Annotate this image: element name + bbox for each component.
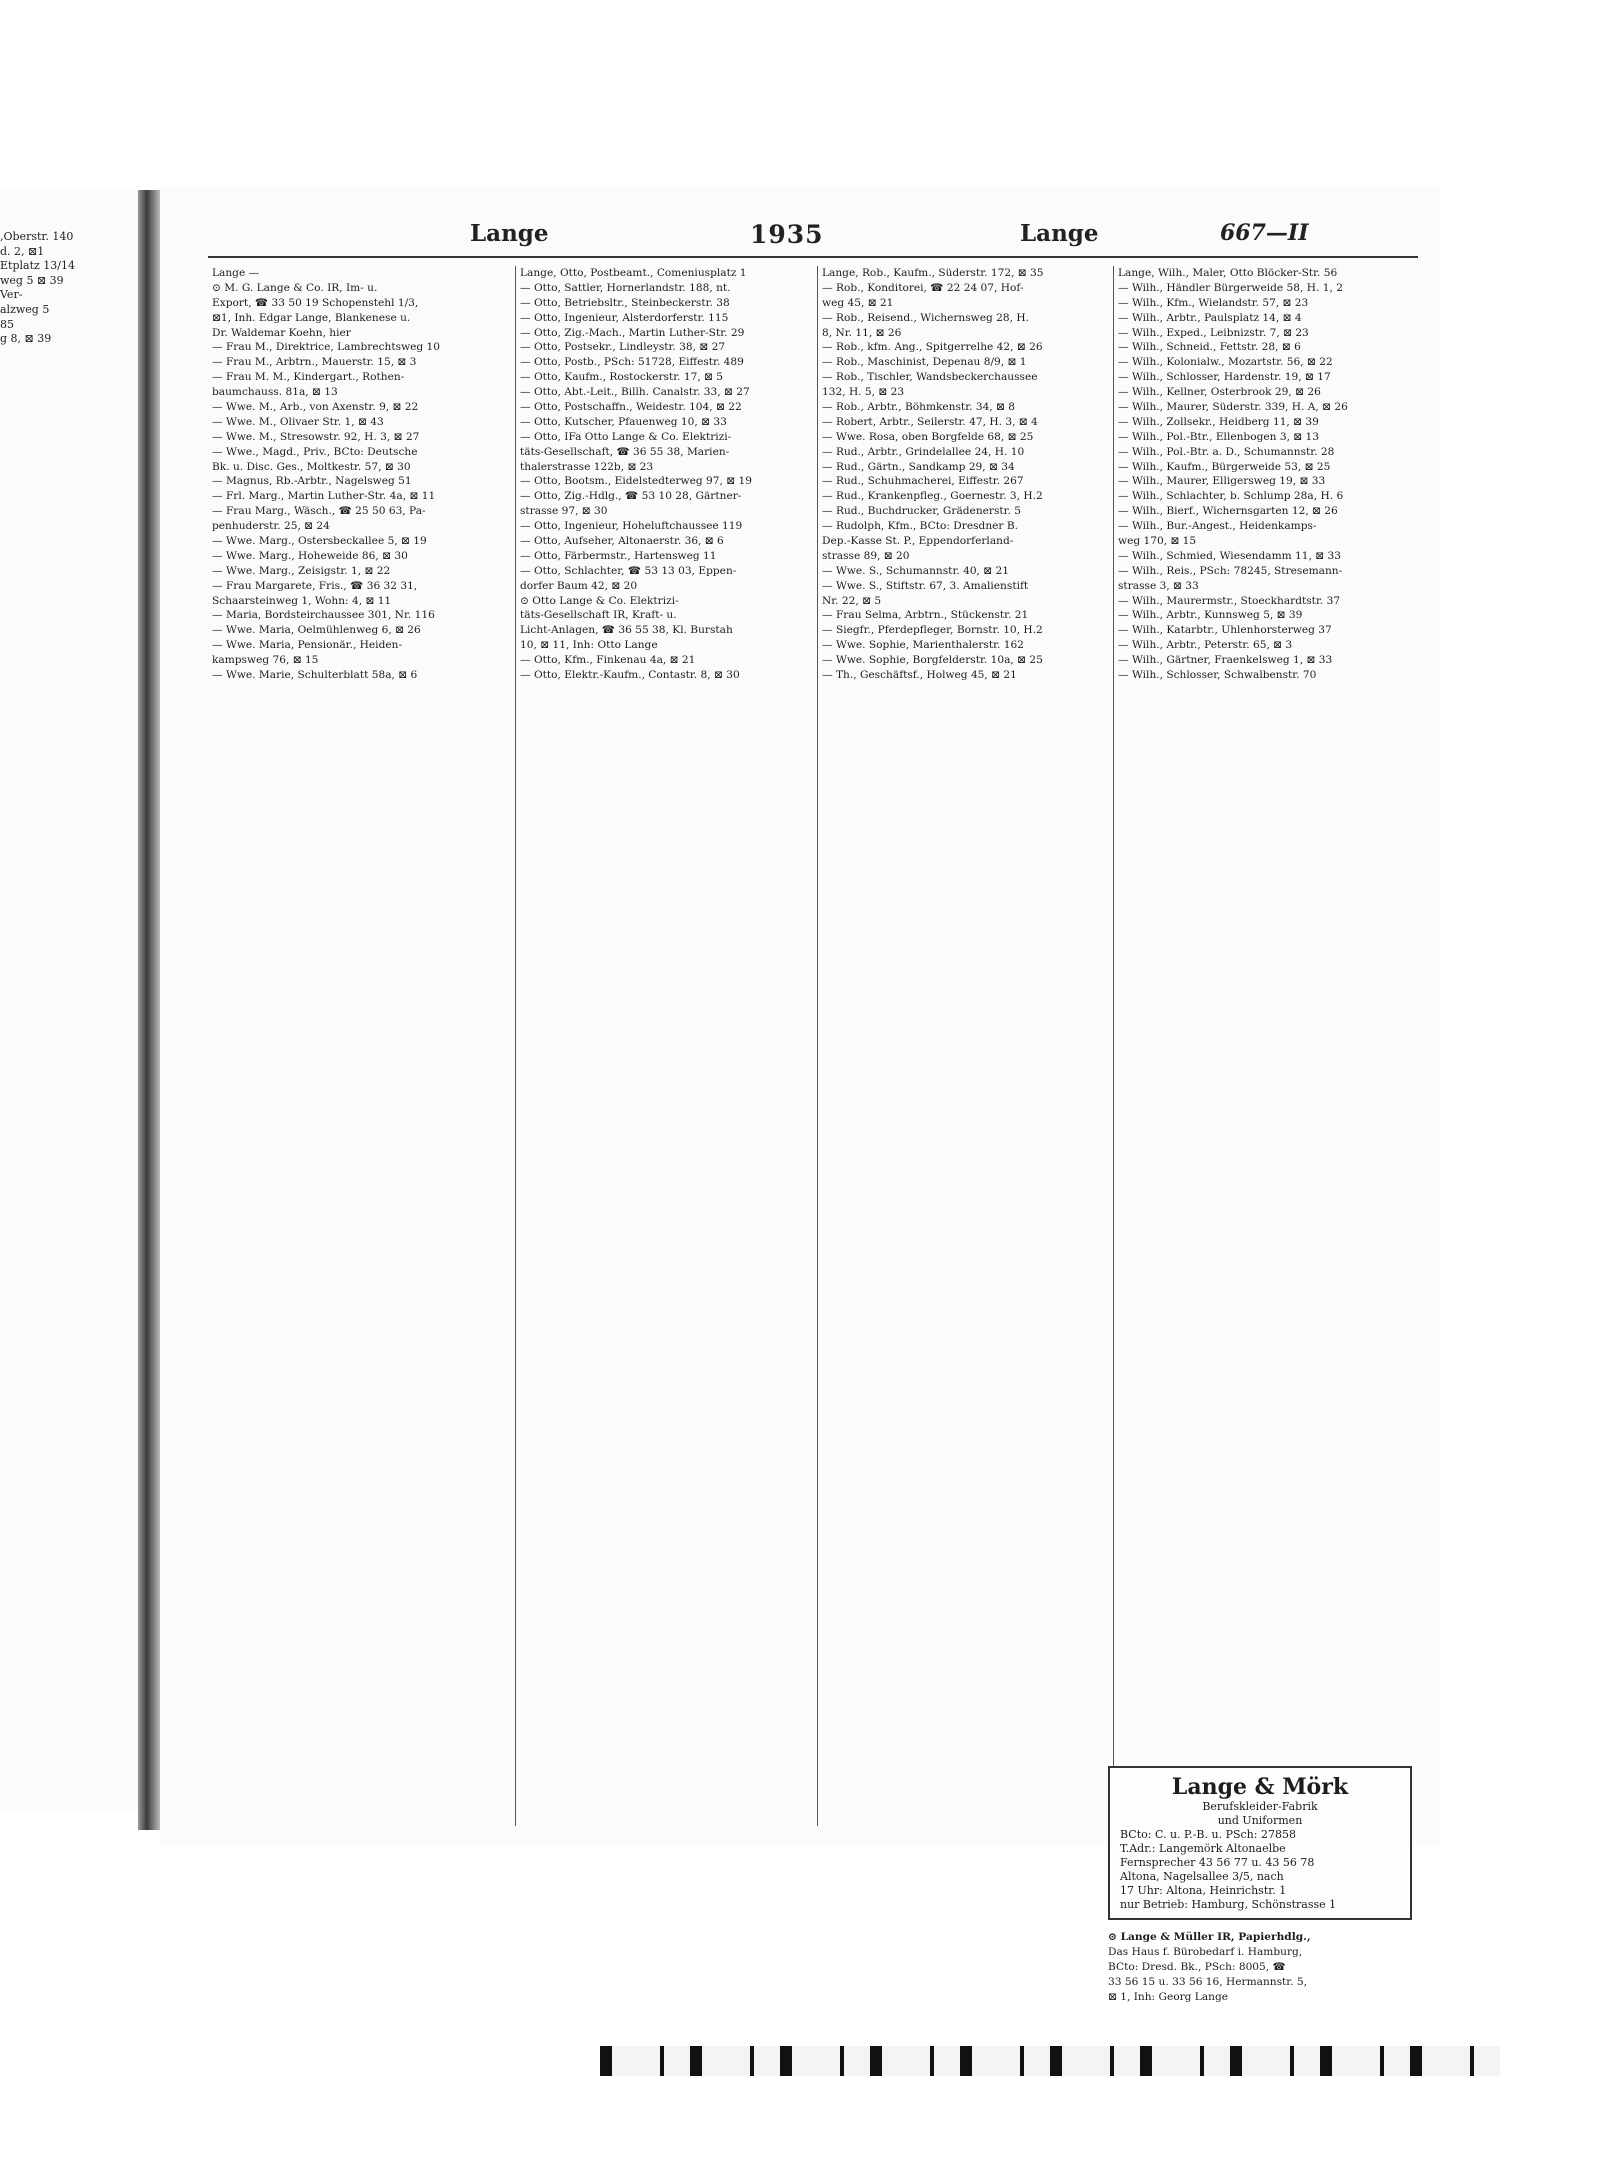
- book-gutter: [138, 190, 160, 1830]
- directory-entry: — Wwe. Marg., Ostersbeckallee 5, ⊠ 19: [212, 535, 427, 548]
- directory-entry: — Wilh., Pol.-Btr. a. D., Schumannstr. 28: [1118, 445, 1335, 458]
- directory-entry: — Otto, Abt.-Leit., Billh. Canalstr. 33, ⊠ 27: [520, 386, 750, 399]
- directory-entry: — Wilh., Arbtr., Peterstr. 65, ⊠ 3: [1118, 639, 1293, 652]
- directory-entry: — Wilh., Kaufm., Bürgerweide 53, ⊠ 25: [1118, 460, 1331, 473]
- directory-entry: ⊠1, Inh. Edgar Lange, Blankenese u.: [212, 311, 411, 324]
- advert-lange-moerk: [1108, 1766, 1412, 1920]
- previous-page-column: [0, 230, 132, 347]
- directory-entry: — Rob., Maschinist, Depenau 8/9, ⊠ 1: [822, 356, 1027, 369]
- directory-entry: — Rudolph, Kfm., BCto: Dresdner B.: [822, 520, 1019, 533]
- directory-entry: Lange —: [212, 267, 260, 279]
- directory-entry: — Wwe. M., Arb., von Axenstr. 9, ⊠ 22: [212, 401, 419, 414]
- directory-entry: — Wilh., Bierf., Wichernsgarten 12, ⊠ 26: [1118, 505, 1338, 518]
- directory-entry: — Rob., Arbtr., Böhmkenstr. 34, ⊠ 8: [822, 401, 1016, 414]
- directory-entry: — Otto, Sattler, Hornerlandstr. 188, nt.: [520, 281, 731, 294]
- entry-line: Das Haus f. Bürobedarf i. Hamburg,: [1108, 1945, 1303, 1958]
- directory-column-3: [822, 266, 1122, 683]
- directory-entry: — Wilh., Reis., PSch: 78245, Stresemann-: [1118, 564, 1343, 577]
- directory-entry: — Wilh., Kolonialw., Mozartstr. 56, ⊠ 22: [1118, 356, 1333, 369]
- directory-entry: — Wwe. Marg., Zeisigstr. 1, ⊠ 22: [212, 564, 391, 577]
- directory-column-4: [1118, 266, 1418, 683]
- advert-line: nur Betrieb: Hamburg, Schönstrasse 1: [1120, 1898, 1337, 1911]
- directory-entry: — Wwe. Sophie, Borgfelderstr. 10a, ⊠ 25: [822, 654, 1043, 667]
- advert-line: BCto: C. u. P.-B. u. PSch: 27858: [1120, 1828, 1296, 1841]
- entry-line: ⊙ Lange & Müller IR, Papierhdlg.,: [1108, 1931, 1311, 1943]
- directory-entry: — Frau M., Arbtrn., Mauerstr. 15, ⊠ 3: [212, 356, 417, 369]
- directory-entry: — Frau Margarete, Fris., ☎ 36 32 31,: [212, 579, 418, 592]
- directory-entry: — Wilh., Pol.-Btr., Ellenbogen 3, ⊠ 13: [1118, 430, 1320, 443]
- entry-line: ⊠ 1, Inh: Georg Lange: [1108, 1990, 1229, 2003]
- directory-entry: — Wilh., Schlosser, Hardenstr. 19, ⊠ 17: [1118, 371, 1331, 384]
- edge-line: ,Oberstr. 140: [0, 230, 74, 243]
- directory-entry: — Wwe. Marg., Hoheweide 86, ⊠ 30: [212, 549, 408, 562]
- directory-entry: Licht-Anlagen, ☎ 36 55 38, Kl. Burstah: [520, 624, 733, 637]
- directory-entry: — Wilh., Maurer, Süderstr. 339, H. A, ⊠ 26: [1118, 401, 1348, 414]
- directory-entry: — Otto, Aufseher, Altonaerstr. 36, ⊠ 6: [520, 535, 724, 548]
- directory-entry: Nr. 22, ⊠ 5: [822, 594, 882, 607]
- directory-entry: — Wilh., Schlosser, Schwalbenstr. 70: [1118, 669, 1317, 682]
- directory-entry: — Otto, Postschaffn., Weidestr. 104, ⊠ 22: [520, 401, 742, 414]
- directory-entry: — Wilh., Exped., Leibnizstr. 7, ⊠ 23: [1118, 326, 1309, 339]
- directory-entry: — Wilh., Bur.-Angest., Heidenkamps-: [1118, 520, 1317, 533]
- directory-entry: — Otto, Schlachter, ☎ 53 13 03, Eppen-: [520, 564, 737, 577]
- header-page-number: 667—II: [1220, 220, 1309, 246]
- directory-entry: baumchauss. 81a, ⊠ 13: [212, 386, 338, 399]
- directory-entry: — Otto, Kfm., Finkenau 4a, ⊠ 21: [520, 654, 696, 667]
- directory-entry: strasse 3, ⊠ 33: [1118, 579, 1199, 592]
- directory-entry: — Wwe. S., Stiftstr. 67, 3. Amalienstift: [822, 579, 1029, 592]
- directory-entry: — Rud., Krankenpfleg., Goernestr. 3, H.2: [822, 490, 1043, 503]
- page-header: [180, 220, 1420, 254]
- entry-line: BCto: Dresd. Bk., PSch: 8005, ☎: [1108, 1960, 1286, 1973]
- directory-entry: — Frau Marg., Wäsch., ☎ 25 50 63, Pa-: [212, 505, 426, 518]
- directory-entry: weg 45, ⊠ 21: [822, 296, 894, 309]
- directory-entry: — Wwe. Sophie, Marienthalerstr. 162: [822, 639, 1024, 652]
- edge-line: Etplatz 13/14: [0, 259, 75, 273]
- advert-title: Lange & Mörk: [1171, 1774, 1349, 1800]
- directory-entry: — Wwe. Maria, Pensionär., Heiden-: [212, 639, 403, 652]
- header-year: 1935: [750, 220, 824, 249]
- header-rule: [208, 256, 1418, 258]
- directory-entry: — Wwe. Marie, Schulterblatt 58a, ⊠ 6: [212, 669, 418, 682]
- directory-entry: — Otto, Betriebsltr., Steinbeckerstr. 38: [520, 296, 730, 309]
- directory-entry: Lange, Rob., Kaufm., Süderstr. 172, ⊠ 35: [822, 267, 1044, 279]
- advert-subtitle: Berufskleider-Fabrik: [1202, 1800, 1318, 1813]
- directory-entry: — Wilh., Schmied, Wiesendamm 11, ⊠ 33: [1118, 549, 1341, 562]
- edge-line: d. 2, ⊠1: [0, 244, 45, 258]
- advert-line: Fernsprecher 43 56 77 u. 43 56 78: [1120, 1856, 1315, 1869]
- directory-entry: 8, Nr. 11, ⊠ 26: [822, 326, 902, 339]
- directory-entry: — Otto, Ingenieur, Hoheluftchaussee 119: [520, 520, 743, 533]
- directory-entry: — Rud., Gärtn., Sandkamp 29, ⊠ 34: [822, 460, 1015, 473]
- directory-entry: — Wilh., Kellner, Osterbrook 29, ⊠ 26: [1118, 386, 1321, 399]
- directory-entry: ⊙ Otto Lange & Co. Elektrizi-: [520, 594, 679, 607]
- directory-entry: — Rud., Schuhmacherei, Eiffestr. 267: [822, 475, 1024, 488]
- directory-entry: — Wilh., Kfm., Wielandstr. 57, ⊠ 23: [1118, 296, 1309, 309]
- advert-line: 17 Uhr: Altona, Heinrichstr. 1: [1120, 1884, 1287, 1897]
- directory-entry: — Wwe. S., Schumannstr. 40, ⊠ 21: [822, 564, 1010, 577]
- directory-entry: — Rob., kfm. Ang., Spitgerrelhe 42, ⊠ 26: [822, 341, 1043, 354]
- directory-entry: Dr. Waldemar Koehn, hier: [212, 326, 351, 339]
- directory-entry: — Otto, Kutscher, Pfauenweg 10, ⊠ 33: [520, 415, 727, 428]
- directory-entry: — Rob., Konditorei, ☎ 22 24 07, Hof-: [822, 281, 1024, 294]
- directory-entry: täts-Gesellschaft IR, Kraft- u.: [520, 609, 677, 622]
- directory-entry: — Wilh., Zollsekr., Heidberg 11, ⊠ 39: [1118, 415, 1319, 428]
- directory-entry: — Otto, IFa Otto Lange & Co. Elektrizi-: [520, 430, 732, 443]
- directory-entry: — Maria, Bordsteirchaussee 301, Nr. 116: [212, 609, 435, 622]
- advert-subtitle: und Uniformen: [1217, 1814, 1303, 1827]
- directory-entry: — Otto, Bootsm., Eidelstedterweg 97, ⊠ 19: [520, 475, 752, 488]
- directory-entry: strasse 89, ⊠ 20: [822, 549, 910, 562]
- column-divider: [515, 266, 516, 1826]
- directory-entry: — Wilh., Maurer, Elligersweg 19, ⊠ 33: [1118, 475, 1326, 488]
- directory-entry: — Wwe. Rosa, oben Borgfelde 68, ⊠ 25: [822, 430, 1034, 443]
- directory-entry: penhuderstr. 25, ⊠ 24: [212, 520, 330, 533]
- directory-entry: — Wwe. M., Stresowstr. 92, H. 3, ⊠ 27: [212, 430, 420, 443]
- directory-entry: — Frau M. M., Kindergart., Rothen-: [212, 371, 405, 384]
- directory-entry: strasse 97, ⊠ 30: [520, 505, 608, 518]
- directory-entry: — Wilh., Arbtr., Paulsplatz 14, ⊠ 4: [1118, 311, 1302, 324]
- directory-entry: — Otto, Zig.-Mach., Martin Luther-Str. 29: [520, 326, 745, 339]
- entry-lange-mueller: [1108, 1930, 1418, 2005]
- directory-entry: Lange, Wilh., Maler, Otto Blöcker-Str. 56: [1118, 267, 1338, 279]
- directory-entry: — Wilh., Katarbtr., Uhlenhorsterweg 37: [1118, 624, 1332, 637]
- directory-entry: — Rob., Reisend., Wichernsweg 28, H.: [822, 311, 1029, 324]
- previous-page-edge: [0, 190, 140, 1810]
- directory-entry: dorfer Baum 42, ⊠ 20: [520, 579, 638, 592]
- directory-entry: — Otto, Ingenieur, Alsterdorferstr. 115: [520, 311, 729, 324]
- header-name-right: Lange: [1020, 220, 1099, 247]
- directory-entry: — Wilh., Maurermstr., Stoeckhardtstr. 37: [1118, 594, 1341, 607]
- directory-entry: — Rud., Arbtr., Grindelallee 24, H. 10: [822, 445, 1025, 458]
- directory-entry: weg 170, ⊠ 15: [1118, 535, 1197, 548]
- directory-entry: — Wilh., Schneid., Fettstr. 28, ⊠ 6: [1118, 341, 1301, 354]
- directory-entry: Lange, Otto, Postbeamt., Comeniusplatz 1: [520, 267, 747, 279]
- edge-line: 85: [0, 317, 14, 331]
- directory-entry: — Frau Selma, Arbtrn., Stückenstr. 21: [822, 609, 1029, 622]
- entry-line: 33 56 15 u. 33 56 16, Hermannstr. 5,: [1108, 1975, 1308, 1988]
- directory-entry: — Otto, Postb., PSch: 51728, Eiffestr. 489: [520, 356, 744, 369]
- directory-entry: Schaarsteinweg 1, Wohn: 4, ⊠ 11: [212, 594, 392, 607]
- directory-entry: — Siegfr., Pferdepfleger, Bornstr. 10, H.2: [822, 624, 1043, 637]
- directory-entry: 10, ⊠ 11, Inh: Otto Lange: [520, 639, 658, 652]
- directory-entry: kampsweg 76, ⊠ 15: [212, 654, 319, 667]
- directory-entry: — Frl. Marg., Martin Luther-Str. 4a, ⊠ 11: [212, 490, 436, 503]
- directory-entry: — Otto, Färbermstr., Hartensweg 11: [520, 549, 717, 562]
- directory-entry: — Otto, Zig.-Hdlg., ☎ 53 10 28, Gärtner-: [520, 490, 742, 503]
- directory-entry: 132, H. 5, ⊠ 23: [822, 386, 905, 399]
- directory-entry: Dep.-Kasse St. P., Eppendorferland-: [822, 535, 1014, 548]
- directory-entry: — Otto, Elektr.-Kaufm., Contastr. 8, ⊠ 30: [520, 669, 740, 682]
- directory-entry: täts-Gesellschaft, ☎ 36 55 38, Marien-: [520, 445, 730, 458]
- directory-column-1: [212, 266, 512, 683]
- directory-entry: — Wilh., Gärtner, Fraenkelsweg 1, ⊠ 33: [1118, 654, 1333, 667]
- directory-entry: — Otto, Postsekr., Lindleystr. 38, ⊠ 27: [520, 341, 726, 354]
- edge-line: weg 5 ⊠ 39: [0, 273, 64, 287]
- directory-entry: — Rud., Buchdrucker, Grädenerstr. 5: [822, 505, 1022, 518]
- directory-entry: thalerstrasse 122b, ⊠ 23: [520, 460, 654, 473]
- directory-entry: — Magnus, Rb.-Arbtr., Nagelsweg 51: [212, 475, 412, 488]
- directory-entry: — Wilh., Schlachter, b. Schlump 28a, H. 6: [1118, 490, 1344, 503]
- edge-line: g 8, ⊠ 39: [0, 332, 52, 346]
- directory-entry: — Th., Geschäftsf., Holweg 45, ⊠ 21: [822, 669, 1017, 682]
- directory-entry: — Rob., Tischler, Wandsbeckerchaussee: [822, 371, 1038, 384]
- directory-entry: ⊙ M. G. Lange & Co. IR, Im- u.: [212, 281, 378, 294]
- advert-line: Altona, Nagelsallee 3/5, nach: [1120, 1870, 1284, 1883]
- directory-entry: — Wilh., Arbtr., Kunnsweg 5, ⊠ 39: [1118, 609, 1303, 622]
- edge-line: alzweg 5: [0, 302, 50, 316]
- directory-entry: Bk. u. Disc. Ges., Moltkestr. 57, ⊠ 30: [212, 460, 411, 473]
- header-name-left: Lange: [470, 220, 549, 247]
- directory-entry: — Frau M., Direktrice, Lambrechtsweg 10: [212, 341, 441, 354]
- edge-line: Ver-: [0, 288, 23, 302]
- directory-entry: — Robert, Arbtr., Seilerstr. 47, H. 3, ⊠ 4: [822, 415, 1038, 428]
- directory-entry: — Otto, Kaufm., Rostockerstr. 17, ⊠ 5: [520, 371, 724, 384]
- scan-calibration-strip: [600, 2046, 1500, 2076]
- directory-column-2: [520, 266, 820, 683]
- directory-entry: — Wwe. Maria, Oelmühlenweg 6, ⊠ 26: [212, 624, 421, 637]
- directory-entry: — Wwe. M., Olivaer Str. 1, ⊠ 43: [212, 415, 384, 428]
- advert-line: T.Adr.: Langemörk Altonaelbe: [1120, 1842, 1286, 1855]
- directory-entry: Export, ☎ 33 50 19 Schopenstehl 1/3,: [212, 296, 419, 309]
- directory-entry: — Wilh., Händler Bürgerweide 58, H. 1, 2: [1118, 281, 1343, 294]
- directory-entry: — Wwe., Magd., Priv., BCto: Deutsche: [212, 445, 418, 458]
